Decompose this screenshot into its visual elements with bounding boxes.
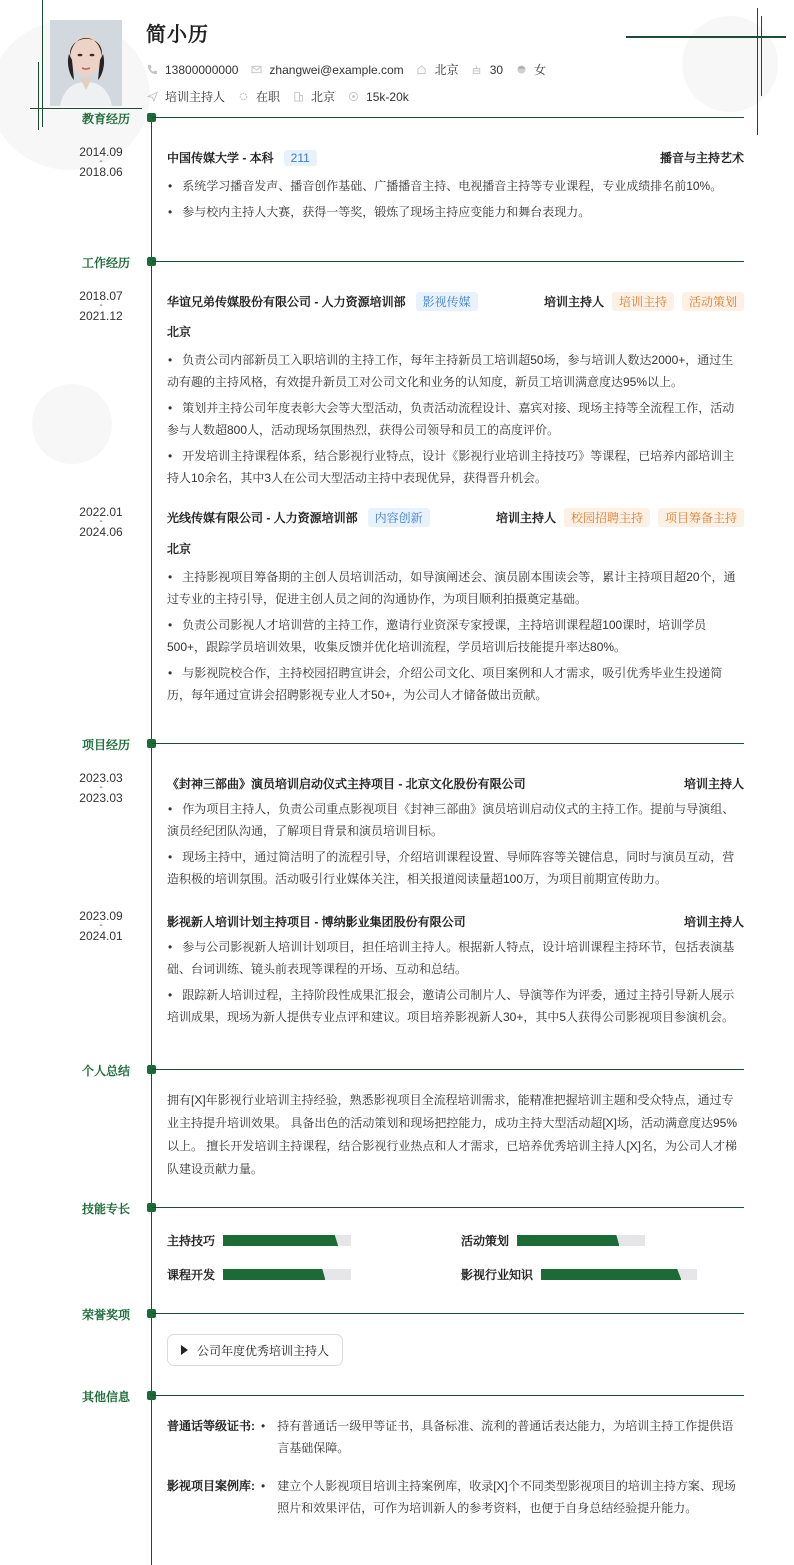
location-value: 北京	[434, 63, 459, 77]
building-icon	[292, 91, 304, 103]
other-info-value: 建立个人影视项目培训主持案例库，收录[X]个不同类型影视项目的培训主持方案、现场照片和效果评估，可作为培训新人的参考资料，也便于自身总结经验提升能力。	[277, 1479, 736, 1515]
bullet-item: • 开发培训主持课程体系，结合影视行业特点，设计《影视行业培训主持技巧》等课程，已培养内部培训主持人10余名，其中3人在公司大型活动主持中表现优异，获得晋升机会。	[167, 445, 745, 489]
section-skills	[0, 1202, 794, 1214]
section-title: 工作经历	[81, 256, 130, 270]
education-bullets	[167, 175, 745, 227]
bullet-item: • 负责公司影视人才培训营的主持工作，邀请行业资深专家授课，主持培训课程超100课时，培训学员500+，跟踪学员培训效果，收集反馈并优化培训流程，学员培训后技能提升率达80%。	[167, 614, 745, 658]
skill-item	[461, 1266, 697, 1283]
work-city: 北京	[167, 542, 192, 556]
target-role-value: 培训主持人	[165, 90, 226, 104]
gender-value: 女	[534, 63, 547, 77]
job-role: 培训主持人	[495, 511, 556, 525]
date-range	[71, 506, 131, 538]
date-range	[71, 910, 131, 942]
award-item[interactable]	[167, 1334, 343, 1366]
skill-bar	[223, 1269, 351, 1280]
section-divider	[152, 743, 744, 744]
bullet-item: • 参与公司影视新人培训计划项目，担任培训主持人。根据新人特点，设计培训课程主持环节，包括表演基础、台词训练、镜头前表现等课程的开场、互动和总结。	[167, 936, 745, 980]
decor-circle-right	[682, 16, 778, 112]
salary-value: 15k-20k	[366, 89, 409, 104]
section-divider	[152, 117, 744, 118]
bullet-item: • 现场主持中，通过简洁明了的流程引导，介绍培训课程设置、导师阵容等关键信息，同时与演员互动，营造积极的培训氛围。活动吸引行业媒体关注，相关报道阅读量超100万，为项目前期宣传助力。	[167, 846, 745, 890]
other-info-key: 影视项目案例库:	[167, 1479, 255, 1493]
date-separator: -	[99, 920, 103, 931]
section-title: 项目经历	[81, 738, 130, 752]
industry-tag: 影视传媒	[416, 292, 478, 311]
work-entry-title	[167, 292, 744, 311]
date-end: 2018.06	[79, 165, 123, 179]
mail-icon	[250, 64, 262, 76]
gender-item	[515, 61, 546, 78]
contact-row	[146, 61, 558, 78]
portrait-icon	[50, 20, 122, 106]
skill-item	[461, 1232, 645, 1249]
location-item	[416, 61, 459, 78]
section-title: 技能专长	[81, 1202, 130, 1216]
industry-tag: 内容创新	[368, 508, 430, 527]
section-divider	[152, 1207, 744, 1208]
target-city-value: 北京	[311, 90, 336, 104]
date-range	[71, 290, 131, 322]
date-start: 2014.09	[79, 145, 123, 159]
project-role: 培训主持人	[683, 777, 744, 791]
section-awards	[0, 1308, 794, 1320]
work-city: 北京	[167, 325, 192, 339]
section-divider	[152, 1313, 744, 1314]
skill-name: 主持技巧	[167, 1234, 216, 1248]
skill-tag: 校园招聘主持	[564, 508, 650, 527]
work-bullets	[167, 566, 745, 710]
project-bullets	[167, 936, 745, 1032]
project-name: 《封神三部曲》演员培训启动仪式主持项目 - 北京文化股份有限公司	[167, 777, 526, 791]
bullet-item: • 跟踪新人培训过程，主持阶段性成果汇报会，邀请公司制片人、导演等作为评委，通过主持引导新人展示培训成果，现场为新人提供专业点评和建议。项目培养影视新人30+，其中5人获得公司影视项目参演机会。	[167, 984, 745, 1028]
phone-item	[146, 63, 238, 77]
bullet-dot: •	[261, 1419, 266, 1433]
major: 播音与主持艺术	[659, 151, 744, 165]
skill-name: 影视行业知识	[461, 1268, 534, 1282]
gender-icon	[515, 64, 527, 76]
company-name: 华谊兄弟传媒股份有限公司 - 人力资源培训部	[167, 295, 406, 309]
target-city-item	[292, 88, 335, 105]
salary-icon	[347, 91, 359, 103]
date-separator: -	[99, 300, 103, 311]
company-name: 光线传媒有限公司 - 人力资源培训部	[167, 511, 358, 525]
project-bullets	[167, 798, 745, 894]
education-entry-title	[167, 149, 744, 166]
skill-item	[167, 1232, 351, 1249]
bullet-item: • 策划并主持公司年度表彰大会等大型活动，负责活动流程设计、嘉宾对接、现场主持等全流程工作，活动参与人数超800人，活动现场氛围热烈，获得公司领导和员工的高度评价。	[167, 397, 745, 441]
status-icon	[237, 91, 249, 103]
date-start: 2022.01	[79, 505, 123, 519]
work-entry-title	[167, 508, 744, 527]
skill-tag: 活动策划	[682, 292, 744, 311]
date-end: 2024.06	[79, 525, 123, 539]
project-entry-title	[167, 775, 744, 792]
phone-icon	[146, 64, 158, 76]
date-start: 2023.03	[79, 771, 123, 785]
bullet-item: • 负责公司内部新员工入职培训的主持工作，每年主持新员工培训超50场，参与培训人数达2000+，通过生动有趣的主持风格，有效提升新员工对公司文化和业务的认知度，新员工培训满意度达95%以上。	[167, 349, 745, 393]
age-item	[471, 63, 503, 77]
school-tag: 211	[284, 150, 317, 166]
section-other	[0, 1390, 794, 1402]
project-entry-title	[167, 913, 744, 930]
date-separator: -	[99, 516, 103, 527]
date-range	[71, 146, 131, 178]
timeline-axis	[151, 117, 152, 1565]
email-value: zhangwei@example.com	[269, 62, 404, 77]
skill-bar-fill	[541, 1269, 681, 1280]
date-separator: -	[99, 782, 103, 793]
date-start: 2018.07	[79, 289, 123, 303]
skill-name: 课程开发	[167, 1268, 216, 1282]
date-end: 2021.12	[79, 309, 123, 323]
candidate-name: 简小历	[146, 24, 209, 46]
skill-bar-fill	[223, 1235, 338, 1246]
age-value: 30	[489, 62, 504, 77]
skill-bar-fill	[223, 1269, 325, 1280]
other-info-value: 持有普通话一级甲等证书，具备标准、流利的普通话表达能力，为培训主持工作提供语言基础保障。	[277, 1419, 734, 1455]
age-icon	[471, 64, 483, 76]
section-divider	[152, 261, 744, 262]
section-projects	[0, 738, 794, 750]
decor-line	[761, 16, 762, 96]
email-item	[250, 63, 403, 77]
skill-tag: 培训主持	[612, 292, 674, 311]
skill-name: 活动策划	[461, 1234, 510, 1248]
other-info-row	[167, 1475, 745, 1519]
project-role: 培训主持人	[683, 915, 744, 929]
skill-bar-fill	[517, 1235, 619, 1246]
avatar-photo	[50, 20, 122, 106]
school-name: 中国传媒大学 - 本科	[167, 151, 274, 165]
section-title: 个人总结	[81, 1064, 130, 1078]
bullet-item: • 系统学习播音发声、播音创作基础、广播播音主持、电视播音主持等专业课程，专业成绩排名前10%。	[167, 175, 745, 197]
job-intent-row	[146, 88, 421, 105]
phone-value: 13800000000	[165, 62, 239, 77]
section-title: 荣誉奖项	[81, 1308, 130, 1322]
other-info-row	[167, 1415, 745, 1459]
skill-bar	[223, 1235, 351, 1246]
section-title: 其他信息	[81, 1390, 130, 1404]
section-summary	[0, 1064, 794, 1076]
skill-item	[167, 1266, 351, 1283]
award-name: 公司年度优秀培训主持人	[197, 1343, 330, 1358]
status-item	[237, 88, 280, 105]
send-icon	[146, 91, 158, 103]
salary-item	[347, 90, 409, 104]
date-separator: -	[99, 156, 103, 167]
bullet-item: • 与影视院校合作，主持校园招聘宣讲会，介绍公司文化、项目案例和人才需求，吸引优秀毕业生投递简历，每年通过宣讲会招聘影视专业人才50+，为公司人才储备做出贡献。	[167, 662, 745, 706]
decor-circle-mid	[32, 384, 112, 464]
decor-line	[626, 36, 786, 38]
home-icon	[416, 64, 428, 76]
skill-bar	[541, 1269, 697, 1280]
date-end: 2024.01	[79, 929, 123, 943]
section-title: 教育经历	[81, 112, 130, 126]
project-name: 影视新人培训计划主持项目 - 博纳影业集团股份有限公司	[167, 915, 466, 929]
bullet-item: • 参与校内主持人大赛，获得一等奖，锻炼了现场主持应变能力和舞台表现力。	[167, 201, 745, 223]
decor-line	[30, 108, 142, 109]
date-end: 2023.03	[79, 791, 123, 805]
bullet-item: • 作为项目主持人，负责公司重点影视项目《封神三部曲》演员培训启动仪式的主持工作。提前与导演组、演员经纪团队沟通，了解项目背景和演员培训目标。	[167, 798, 745, 842]
section-education	[0, 112, 794, 124]
skill-bar	[517, 1235, 645, 1246]
date-range	[71, 772, 131, 804]
bullet-dot: •	[261, 1479, 266, 1493]
section-work	[0, 256, 794, 268]
section-divider	[152, 1069, 744, 1070]
skill-tag: 项目筹备主持	[658, 508, 744, 527]
bullet-item: • 主持影视项目筹备期的主创人员培训活动，如导演阐述会、演员剧本围读会等，累计主持项目超20个，通过专业的主持引导，促进主创人员之间的沟通协作，为项目顺利拍摄奠定基础。	[167, 566, 745, 610]
target-role-item	[146, 88, 225, 105]
section-divider	[152, 1395, 744, 1396]
date-start: 2023.09	[79, 909, 123, 923]
summary-text: 拥有[X]年影视行业培训主持经验，熟悉影视项目全流程培训需求，能精准把握培训主题和受众特点，通过专业主持提升培训效果。 具备出色的活动策划和现场把控能力，成功主持大型活动超[X]场，活动满意度达95%以上。 擅长开发培训主持课程，结合影视行业热点和人才需求，已培养优秀培训主持人[X]名，为公司人才梯队建设贡献力量。	[167, 1093, 738, 1176]
other-info-key: 普通话等级证书:	[167, 1419, 255, 1433]
play-triangle-icon	[181, 1345, 188, 1355]
status-value: 在职	[256, 90, 281, 104]
job-role: 培训主持人	[543, 295, 604, 309]
work-bullets	[167, 349, 745, 493]
